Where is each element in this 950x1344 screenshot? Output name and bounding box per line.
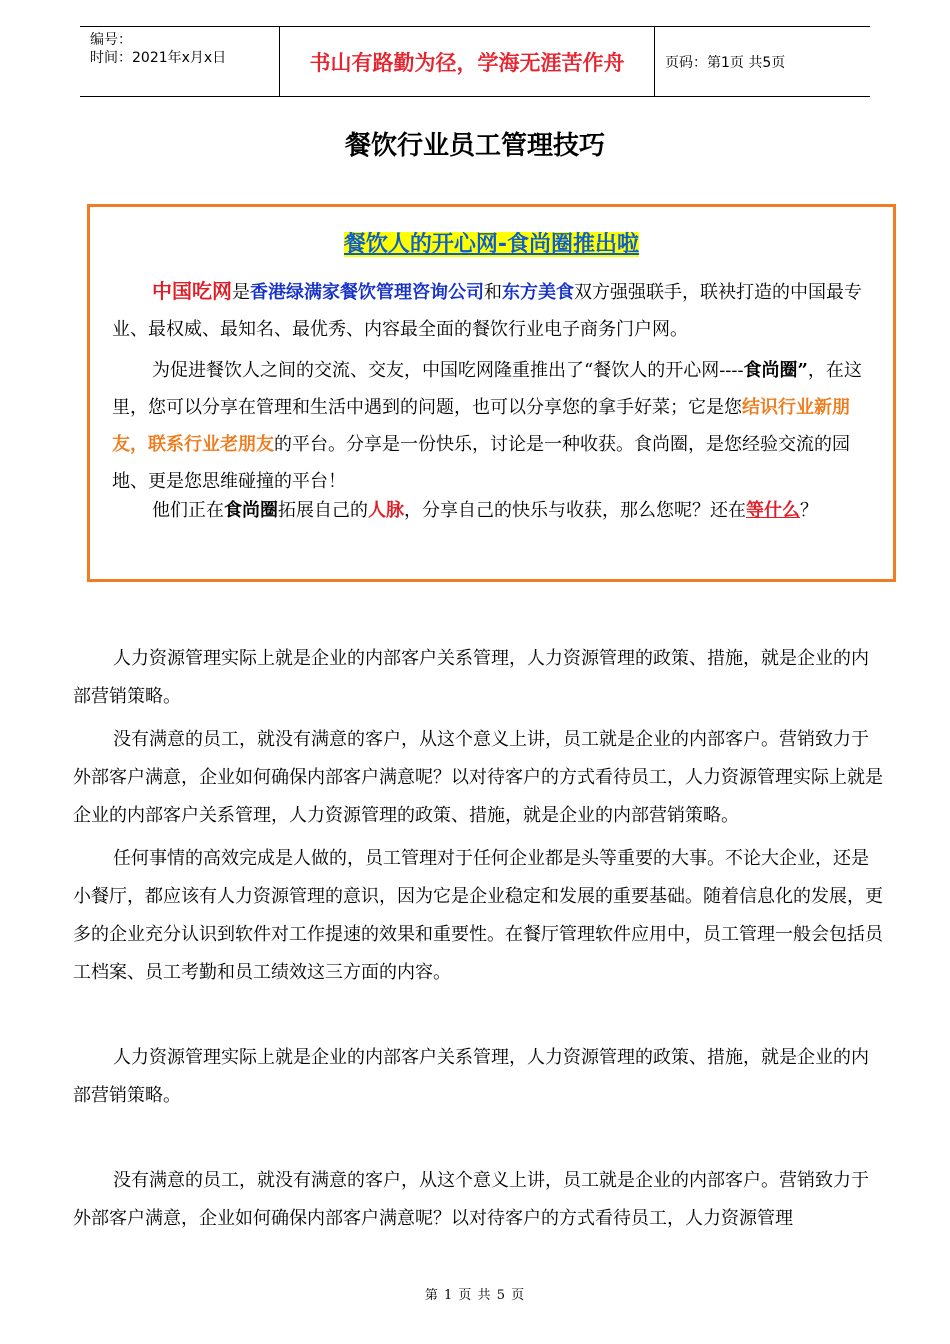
body-paragraph: 没有满意的员工，就没有满意的客户，从这个意义上讲，员工就是企业的内部客户。营销致力于外部客户满意，企业如何确保内部客户满意呢？以对待客户的方式看待员工，人力资源管理实际上就是企业的内部客户关系管理，人力资源管理的政策、措施，就是企业的内部营销策略。: [73, 729, 883, 826]
text-segment: 和: [484, 282, 502, 303]
header-motto: 书山有路勤为径，学海无涯苦作舟: [280, 27, 655, 96]
highlight-text: 结识行业新朋友，联系行业老朋友: [112, 397, 850, 455]
text-segment: ？: [800, 500, 818, 521]
brand-name: 中国吃网: [152, 279, 232, 303]
body-paragraph: 人力资源管理实际上就是企业的内部客户关系管理，人力资源管理的政策、措施，就是企业的内部营销策略。: [73, 1047, 869, 1106]
highlight-text: 人脉: [368, 500, 404, 521]
text-segment: ，分享自己的快乐与收获，那么您呢？还在: [404, 500, 746, 521]
text-segment: ，在这里，您可以分享在管理和生活中遇到的问题，也可以分享您的拿手好菜；它是您: [112, 360, 862, 418]
text-segment: 的平台。分享是一份快乐，讨论是一种收获。食尚圈，是您经验交流的园地、更是您思维碰撞的平台！: [112, 434, 850, 492]
page-title: 餐饮行业员工管理技巧: [344, 131, 605, 161]
time-label: 时间：2021年x月x日: [90, 50, 227, 66]
promo-box: [87, 204, 896, 582]
promo-heading: [90, 227, 893, 258]
text-segment: 为促进餐饮人之间的交流、交友，中国吃网隆重推出了“餐饮人的开心网----: [152, 360, 744, 381]
header-table: [80, 26, 870, 97]
text-segment: 食尚圈: [224, 500, 278, 521]
text-segment: 双方强强联手，联袂打造的中国最专业、最权威、最知名、最优秀、内容最全面的餐饮行业电子商务门户网。: [112, 282, 862, 340]
promo-paragraph-3: [112, 492, 881, 529]
text-segment: 是: [232, 282, 250, 303]
header-meta: [80, 27, 280, 96]
call-to-action-link[interactable]: 等什么: [746, 500, 800, 521]
body-paragraph: 没有满意的员工，就没有满意的客户，从这个意义上讲，员工就是企业的内部客户。营销致力于外部客户满意，企业如何确保内部客户满意呢？以对待客户的方式看待员工，人力资源管理: [73, 1170, 869, 1229]
body-paragraph: 任何事情的高效完成是人做的，员工管理对于任何企业都是头等重要的大事。不论大企业，还是小餐厅，都应该有人力资源管理的意识，因为它是企业稳定和发展的重要基础。随着信息化的发展，更多的企业充分认识到软件对工作提速的效果和重要性。在餐厅管理软件应用中，员工管理一般会包括员工档案、员工考勤和员工绩效这三方面的内容。: [73, 848, 883, 983]
promo-heading-link[interactable]: 餐饮人的开心网-食尚圈推出啦: [343, 232, 640, 257]
number-label: 编号：: [90, 32, 132, 48]
promo-paragraph-2: [112, 352, 881, 500]
page-footer: 第 1 页 共 5 页: [424, 1288, 526, 1303]
promo-paragraph-1: [112, 273, 881, 348]
text-segment: 他们正在: [152, 500, 224, 521]
text-segment: 食尚圈”: [743, 360, 808, 381]
company-name: 香港绿满家餐饮管理咨询公司: [250, 282, 484, 303]
page-indicator: 页码：第1页 共5页: [665, 54, 786, 71]
partner-name: 东方美食: [502, 282, 574, 303]
body-paragraph: 人力资源管理实际上就是企业的内部客户关系管理，人力资源管理的政策、措施，就是企业的内部营销策略。: [73, 648, 869, 707]
text-segment: 拓展自己的: [278, 500, 368, 521]
